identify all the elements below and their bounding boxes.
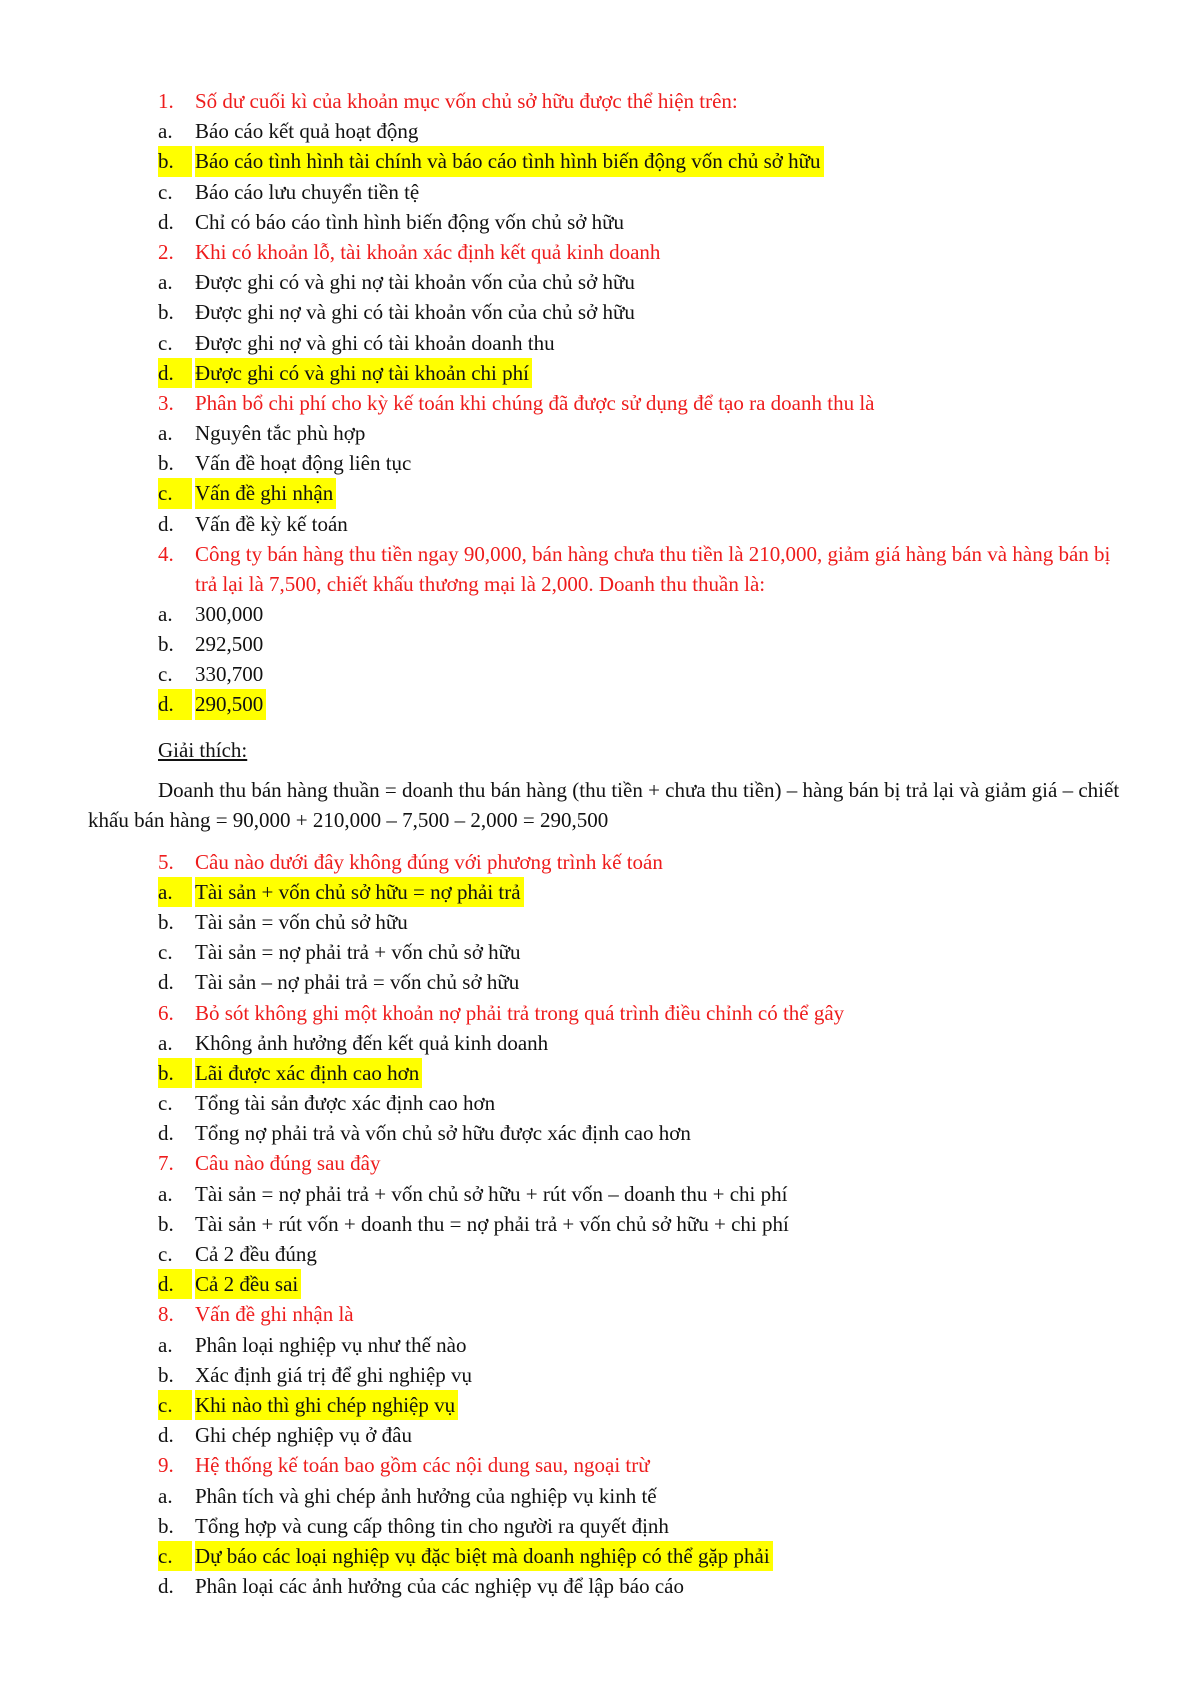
correct-answer-text: Cả 2 đều sai (195, 1269, 301, 1299)
answer-option (0, 1390, 1200, 1420)
option-letter: b. (158, 632, 174, 656)
option-letter: c. (158, 1091, 173, 1116)
option-letter: d. (158, 209, 174, 234)
option-letter: d. (158, 1574, 174, 1599)
option-letter: c. (158, 1541, 192, 1571)
option-letter: a. (158, 119, 173, 144)
question-number: 4. (158, 541, 174, 566)
option-letter: d. (158, 511, 174, 536)
question-number: 2. (158, 239, 174, 264)
question-list (0, 86, 1200, 1601)
answer-option (0, 877, 1200, 907)
question-number: 6. (158, 1000, 174, 1025)
question-line (0, 1148, 1200, 1178)
answer-option (0, 629, 1200, 659)
question-number: 5. (158, 849, 174, 874)
question-text: Vấn đề ghi nhận là (195, 1302, 354, 1327)
question-text: Công ty bán hàng thu tiền ngay 90,000, bán hàng chưa thu tiền là 210,000, giảm giá hàng bán và hàng bán bị trả lại là 7,500, chiết khấu thương mại là 2,000. Doanh thu thuần là: (195, 541, 1111, 596)
correct-answer-text: Báo cáo tình hình tài chính và báo cáo tình hình biến động vốn chủ sở hữu (195, 146, 824, 176)
answer-option (0, 1209, 1200, 1239)
answer-option (0, 1179, 1200, 1209)
option-text: Vấn đề kỳ kế toán (195, 511, 348, 536)
option-text: Được ghi nợ và ghi có tài khoản vốn của chủ sở hữu (195, 300, 635, 325)
correct-answer-text: Vấn đề ghi nhận (195, 478, 336, 508)
answer-option (0, 937, 1200, 967)
spacer (0, 720, 1200, 732)
answer-option (0, 1239, 1200, 1269)
option-text: Vấn đề hoạt động liên tục (195, 451, 412, 476)
answer-option (0, 478, 1200, 508)
option-letter: c. (158, 478, 192, 508)
option-text: Ghi chép nghiệp vụ ở đâu (195, 1423, 412, 1448)
option-text: Nguyên tắc phù hợp (195, 421, 366, 446)
option-text: 292,500 (195, 632, 264, 656)
correct-answer-text: Khi nào thì ghi chép nghiệp vụ (195, 1390, 458, 1420)
answer-option (0, 1541, 1200, 1571)
option-text: Tài sản + rút vốn + doanh thu = nợ phải trả + vốn chủ sở hữu + chi phí (195, 1211, 789, 1236)
explanation-heading (158, 732, 1200, 768)
answer-option (0, 328, 1200, 358)
answer-option (0, 1058, 1200, 1088)
option-letter: d. (158, 358, 192, 388)
question-text: Khi có khoản lỗ, tài khoản xác định kết quả kinh doanh (195, 239, 661, 264)
answer-option (0, 509, 1200, 539)
question-text: Hệ thống kế toán bao gồm các nội dung sau, ngoại trừ (195, 1453, 650, 1478)
answer-option (0, 1420, 1200, 1450)
option-text: Phân tích và ghi chép ảnh hưởng của nghiệp vụ kinh tế (195, 1483, 657, 1508)
answer-option (0, 358, 1200, 388)
option-text: Cả 2 đều đúng (195, 1242, 317, 1266)
question-number: 8. (158, 1302, 174, 1327)
option-text: Tài sản = vốn chủ sở hữu (195, 909, 408, 934)
option-letter: b. (158, 1211, 174, 1236)
option-letter: d. (158, 689, 192, 719)
option-text: Chỉ có báo cáo tình hình biến động vốn chủ sở hữu (195, 209, 625, 234)
spacer (0, 768, 1200, 775)
answer-option (0, 689, 1200, 719)
correct-answer-text: 290,500 (195, 689, 266, 719)
answer-option (0, 448, 1200, 478)
option-text: Báo cáo lưu chuyển tiền tệ (195, 179, 420, 204)
correct-answer-text: Được ghi có và ghi nợ tài khoản chi phí (195, 358, 532, 388)
option-letter: c. (158, 1242, 173, 1266)
option-letter: a. (158, 601, 173, 626)
option-text: 300,000 (195, 601, 264, 626)
option-letter: d. (158, 1423, 174, 1448)
question-text: Câu nào đúng sau đây (195, 1151, 381, 1176)
option-letter: a. (158, 1181, 173, 1206)
option-text: Không ảnh hưởng đến kết quả kinh doanh (195, 1030, 549, 1055)
option-letter: b. (158, 1362, 174, 1387)
correct-answer-text: Dự báo các loại nghiệp vụ đặc biệt mà doanh nghiệp có thể gặp phải (195, 1541, 773, 1571)
question-text: Câu nào dưới đây không đúng với phương trình kế toán (195, 849, 663, 874)
option-text: Xác định giá trị để ghi nghiệp vụ (195, 1362, 473, 1387)
option-text: Tổng nợ phải trả và vốn chủ sở hữu được xác định cao hơn (195, 1121, 691, 1146)
question-text: Số dư cuối kì của khoản mục vốn chủ sở hữu được thể hiện trên: (195, 89, 738, 113)
question-number: 7. (158, 1151, 174, 1176)
question-group-5-9 (0, 847, 1200, 1602)
answer-option (0, 146, 1200, 176)
option-letter: c. (158, 1390, 192, 1420)
option-text: 330,700 (195, 662, 264, 687)
answer-option (0, 1028, 1200, 1058)
answer-option (0, 659, 1200, 689)
question-line (0, 539, 1200, 599)
option-text: Phân loại các ảnh hưởng của các nghiệp vụ để lập báo cáo (195, 1574, 684, 1599)
answer-option (0, 1360, 1200, 1390)
option-letter: c. (158, 662, 173, 687)
option-text: Tài sản – nợ phải trả = vốn chủ sở hữu (195, 970, 520, 995)
option-letter: a. (158, 1030, 173, 1055)
answer-option (0, 177, 1200, 207)
question-line (0, 847, 1200, 877)
question-line (0, 388, 1200, 418)
option-text: Tài sản = nợ phải trả + vốn chủ sở hữu + rút vốn – doanh thu + chi phí (195, 1181, 788, 1206)
answer-option (0, 1088, 1200, 1118)
answer-option (0, 418, 1200, 448)
spacer (0, 835, 1200, 847)
question-number: 9. (158, 1453, 174, 1478)
option-letter: d. (158, 1269, 192, 1299)
explanation-heading-text: Giải thích: (158, 737, 248, 762)
question-text: Phân bổ chi phí cho kỳ kế toán khi chúng đã được sử dụng để tạo ra doanh thu là (195, 390, 875, 415)
question-line (0, 998, 1200, 1028)
option-text: Tổng tài sản được xác định cao hơn (195, 1091, 496, 1116)
option-letter: c. (158, 940, 173, 965)
option-letter: a. (158, 421, 173, 446)
option-text: Được ghi có và ghi nợ tài khoản vốn của chủ sở hữu (195, 270, 635, 295)
explanation-body: Doanh thu bán hàng thuần = doanh thu bán hàng (thu tiền + chưa thu tiền) – hàng bán bị trả lại và giảm giá – chiết khấu bán hàng = 90,000 + 210,000 – 7,500 – 2,000 = 290,500 (88, 777, 1120, 832)
question-text: Bỏ sót không ghi một khoản nợ phải trả trong quá trình điều chỉnh có thể gây (195, 1000, 845, 1025)
correct-answer-text: Tài sản + vốn chủ sở hữu = nợ phải trả (195, 877, 524, 907)
question-number: 3. (158, 390, 174, 415)
question-number: 1. (158, 89, 174, 113)
option-letter: a. (158, 1332, 173, 1357)
answer-option (0, 207, 1200, 237)
answer-option (0, 1330, 1200, 1360)
answer-option (0, 1481, 1200, 1511)
option-letter: a. (158, 270, 173, 295)
correct-answer-text: Lãi được xác định cao hơn (195, 1058, 422, 1088)
answer-option (0, 116, 1200, 146)
option-letter: a. (158, 1483, 173, 1508)
option-letter: b. (158, 146, 192, 176)
option-letter: c. (158, 330, 173, 355)
option-letter: b. (158, 1058, 192, 1088)
answer-option (0, 267, 1200, 297)
option-text: Tổng hợp và cung cấp thông tin cho người ra quyết định (195, 1513, 669, 1538)
question-line (0, 1299, 1200, 1329)
question-line (0, 86, 1200, 116)
option-letter: b. (158, 451, 174, 476)
answer-option (0, 599, 1200, 629)
option-letter: b. (158, 300, 174, 325)
option-letter: b. (158, 909, 174, 934)
answer-option (0, 1269, 1200, 1299)
answer-option (0, 967, 1200, 997)
option-text: Phân loại nghiệp vụ như thế nào (195, 1332, 467, 1357)
answer-option (0, 1511, 1200, 1541)
option-text: Tài sản = nợ phải trả + vốn chủ sở hữu (195, 940, 521, 965)
answer-option (0, 907, 1200, 937)
answer-option (0, 1571, 1200, 1601)
option-text: Được ghi nợ và ghi có tài khoản doanh thu (195, 330, 555, 355)
option-letter: c. (158, 179, 173, 204)
option-letter: d. (158, 970, 174, 995)
question-group-1-4 (0, 86, 1200, 720)
option-text: Báo cáo kết quả hoạt động (195, 119, 419, 144)
question-line (0, 237, 1200, 267)
answer-option (0, 297, 1200, 327)
answer-option (0, 1118, 1200, 1148)
question-line (0, 1450, 1200, 1480)
option-letter: a. (158, 877, 192, 907)
option-letter: d. (158, 1121, 174, 1146)
option-letter: b. (158, 1513, 174, 1538)
